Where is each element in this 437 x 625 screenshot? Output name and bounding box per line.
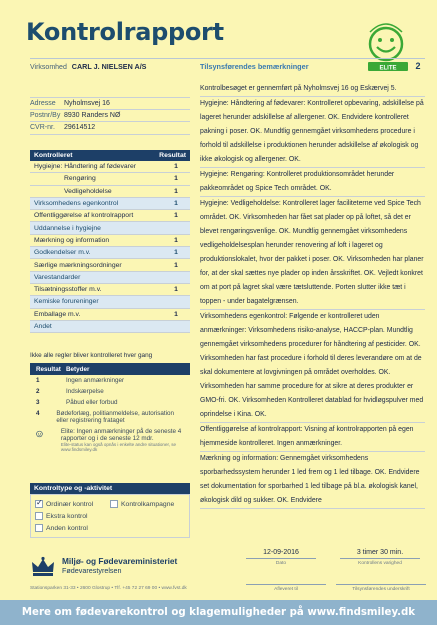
control-result: 1 [174,212,178,220]
results-legend [30,363,190,454]
remark-paragraph: Kontrolbesøget er gennemført på Nyholmsvej 16 og Eskærvej 5. [200,82,425,97]
remarks-heading: Tilsynsførendes bemærkninger [200,62,309,71]
control-result: 1 [174,286,178,294]
header-divider [30,58,425,59]
svg-text:ELITE: ELITE [379,65,397,72]
inspector-signature-field: Tilsynsførendes underskrift [336,574,426,592]
control-label: Særlige mærkningsordninger [34,261,122,269]
svg-text:2: 2 [415,61,421,71]
delivered-to-field: Afleveret til [246,574,326,592]
remark-paragraph: Virksomhedens egenkontrol: Følgende er kontrolleret uden anmærkninger: Virksomhedens risiko-analyse, HACCP-plan. Mundtlig gennemgået virksomhedens procedurer for håndtering af pesticider. OK. Virksomheden har fast procedure i forhold til deres leverandøre om at de skal dokumentere at lovgivningen på området overholdes. OK. Virksomheden har samme procedure for at sikre at deres produkter er GMO-fri. OK. Virksomheden Kontrolleret datablad for hvidløgspulver med oprindelse i Kina. OK. [200,310,425,423]
result-row-elite [30,426,190,454]
control-result: 1 [174,249,178,257]
control-row [30,321,190,333]
control-row [30,259,190,271]
control-label: Emballage m.v. [34,310,81,318]
control-table-header: Kontrolleret Resultat [30,150,190,161]
control-row [30,309,190,321]
info-value: 8930 Randers NØ [64,111,121,119]
control-row [30,173,190,185]
control-row [30,296,190,308]
control-label: Andet [34,323,52,330]
control-row [30,247,190,259]
campaign-checkbox[interactable] [110,500,118,508]
control-row [30,210,190,222]
control-type-header: Kontroltype og -aktivitet [30,483,190,494]
control-label: Offentliggørelse af kontrolrapport [34,212,134,220]
control-result: 1 [174,200,178,208]
company-label: Virksomhed [30,64,67,71]
result-row: 1 Ingen anmærkninger [36,377,125,384]
control-row [30,198,190,210]
remark-paragraph: Hygiejne: Vedligeholdelse: Kontrolleret lager faciliteterne ved Spice Tech området. OK. Virksomheden har fået sat plader op på loftet, så det er blevet rengøringsvenlige. OK. Mundtlig gennemgået virksomhedens vedligeholdelsesplan herunder renovering af loft i lageret og produktionslokalet, hvor der pakket i poser. OK. Virksomheden har planer for, at der skal sættes nye plader op inden årsskriftet. OK. Vejledt konkret om at port på lagret skal være tætsluttende. Porten slutter ikke tæt i toppen - under bagatelgrænsen. [200,197,425,310]
duration-field: 3 timer 30 min. Kontrollens varighed [340,548,420,566]
control-label: Mærkning og information [34,236,110,244]
info-label: Postnr/By [30,111,61,119]
result-row: 3 Påbud eller forbud [36,399,118,406]
control-row [30,161,190,173]
info-label: Adresse [30,99,56,107]
control-result: 1 [174,310,178,318]
extra-control-checkbox[interactable] [35,512,43,520]
other-control-checkbox[interactable] [35,524,43,532]
results-header: Resultat Betyder [30,363,190,375]
result-row: 2 Indskærpelse [36,388,104,395]
control-type-box: Kontroltype og -aktivitet ✓ Ordinær kontrol Kontrolkampagne Ekstra kontrol Anden kontrol [30,483,190,538]
company-row [30,62,190,71]
control-label: Godkendelser m.v. [34,249,91,257]
date-field: 12-09-2016 Dato [246,548,316,566]
control-result: 1 [174,261,178,269]
company-info [30,97,190,135]
smiley-face-icon [370,28,402,60]
control-table [30,150,190,333]
info-row [30,97,190,110]
elite-text: Elite: Ingen anmærkninger på de seneste 4 rapporter og i de seneste 12 mdr. [60,428,182,442]
info-row [30,110,190,123]
company-name: CARL J. NIELSEN A/S [71,62,147,71]
crown-icon [30,556,56,578]
control-label: Rengøring [64,175,96,183]
info-value: Nyholmsvej 16 [64,99,110,107]
remark-paragraph: Mærkning og information: Gennemgået virksomhedens sporbarhedssystem herunder 1 led frem og 1 led tilbage. OK. Endvidere set dokumentation for sporbarhed 1 led tilbage på bl.a. økologisk kanel, økologisk dild og sukker. OK. Endvidere [200,452,425,509]
ministry-name: Miljø- og Fødevareministeriet [62,556,178,566]
control-result: 1 [174,187,178,195]
remark-paragraph: Offentliggørelse af kontrolrapport: Visning af kontrolrapporten på egen hjemmeside kontrolleret. Ingen anmærkninger. [200,423,425,452]
control-row [30,222,190,234]
page-title: Kontrolrapport [26,18,224,46]
elite-small-text: Elite-status kan også opnås i enkelte andre situationer, se www.findsmiley.dk [60,442,176,452]
remark-paragraph: Hygiejne: Rengøring: Kontrolleret produktionsområdet herunder pakkeområdet og Spice Tech området. OK. [200,168,425,197]
control-row [30,272,190,284]
info-label: CVR-nr. [30,124,55,132]
control-label: Varestandarder [34,273,81,281]
control-label: Vedligeholdelse [64,187,112,195]
agency-name: Fødevarestyrelsen [62,566,122,575]
control-label: Hygiejne: Håndtering af fødevarer [34,163,137,171]
remark-paragraph: Hygiejne: Håndtering af fødevarer: Kontrolleret opbevaring, adskillelse på lageret herunder adskillelse af allergener. OK. Endvidere kontrolleret pakning i poser. OK. Mundtlig gennemgået virksomhedens procedure i forhold til adskillelse i produktionen herunder adskillelse af økologisk og ikke økologisk og allergener. OK. [200,97,425,168]
findsmiley-banner[interactable]: Mere om fødevarekontrol og klagemuligheder på www.findsmiley.dk [0,600,437,625]
remarks-text [200,82,425,533]
control-label: Tilsætningsstoffer m.v. [34,286,102,294]
control-label: Virksomhedens egenkontrol [34,200,119,208]
elite-smiley-icon [36,428,43,440]
result-row: 4 Bødeforlæg, politianmeldelse, autorisation eller registrering frataget [36,410,175,424]
control-label: Uddannelse i hygiejne [34,224,101,232]
control-note: Ikke alle regler bliver kontrolleret hver gang [30,352,153,359]
control-label: Kemiske forureninger [34,298,99,306]
elite-smiley-logo [364,22,426,74]
info-row [30,122,190,135]
ministry-address: Stationsparken 31-33 • 2600 Glostrup • Tlf. +45 72 27 69 00 • www.fvst.dk [30,586,187,591]
control-result: 1 [174,163,178,171]
info-value: 29614512 [64,124,96,132]
ordinary-control-checkbox[interactable] [35,500,43,508]
ministry-block [30,556,177,578]
control-row [30,284,190,296]
control-result: 1 [174,175,178,183]
control-result: 1 [174,236,178,244]
control-row [30,186,190,198]
control-row [30,235,190,247]
